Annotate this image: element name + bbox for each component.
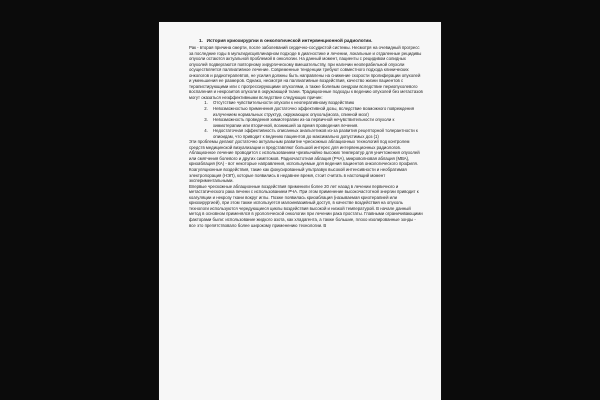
section-title: 1. История криохирургии в онкологической интервенционной радиологии. [199, 38, 373, 43]
intro-paragraph: Рак - вторая причина смерти, после заболеваний сердечно-сосудистой системы. Несмотря на очевидный прогресс за последние годы в мультидисциплинарном подходе в диагностике и лечении, локальные и отдаленные рецидивы опухоли остаются актуальной проблемой в онкологии. На данный момент, пациенты с рецидивом солидных опухолей подвергаются повторному хирургическому вмешательству, при наличии неоперабельной опухоли осуществляется паллиативное лечение. Современные тенденции требуют совместного подхода клинических онкологов и радиотерапевтов, не усилия должны быть направлены на снижение скорости пролиферации опухолей и уменьшения ее размеров. Однако, несмотря на паллиативные воздействия, качество жизни пациентов с терапистирующими или с прогрессирующими опухолями, а также болевым синдром вследствие периопухолевого воспаления и некрозитов опухоли в окружающей ткани. Традиционные подходы к ведению опухолей без метастазов могут оказаться неэффективными вследствие следующих причин: [189, 45, 423, 100]
document-page [159, 22, 441, 400]
paragraph-coagulation: Коагуляционные воздействия, такие как фокусированный ультразвук высокой интенсивности и необратимая электропорация (НЭП), которые появились в недавнее время, стоит считать в настоящий момент экспериментальными. [189, 167, 407, 184]
list-item: 2. Невозможностью применения достаточно эффективной дозы, вследствие возможного повреждения излучением нормальных структур, окружающих опухоль(мозга, спинной мозг) [209, 106, 423, 117]
list-item: 1. Отсутствие чувствительности опухоли к неоперативному воздействию [209, 100, 423, 106]
reasons-list [189, 100, 423, 139]
list-item: 3. Невозможность проведения химиотерапии из-за первичной нечувствительности опухоли к химиотерапии или вторичной, возникшей за время проведения лечения. [209, 117, 423, 128]
paragraph-history: Впервые чрескожные аблационные воздействия применили более 20 лет назад в лечении первичного и метастатического рака печени с использованием РЧА. При этом применение высокочастотной энергии приводит к коагуляции и некрозу ткани вокруг иглы. Позже появилась криоаблация (называемая криотерапией или криохирургией), при этом также используется малоинвазивный доступ, в качестве воздействия на опухоль технологи используются чередующиеся циклы воздействия высокой и низкой температурой. В начале данный метод в основном применялся в урологической онкологии при лечении рака простаты. Главными ограничивающими факторами были: использование жидкого азота, как хладагента, а также большие, плохо изолированные зонды - все это препятствовало более широкому применению технологии. В [189, 183, 423, 228]
list-item: 4. Недостаточная эффективность описанных анальгетиков из-за развития рецепторной толерантности к опиоидам, что приводит к ведению пациентов до максимально допустимых доз (1) [209, 128, 423, 139]
paragraph-ablation: Аблационное лечение проводится с использованием чрезвычайно высоких температур для уничтожения опухолей или смягчения болевого и других симптомов. Радиочастотная аблация (РЧА), микроволновая аблация (МВА), криоаблация (КА) - вот некоторые направления, используемые для ведения пациентов онкологического профиля. [189, 150, 420, 167]
paragraph-after-list: Эти проблемы делают достаточно актуальным развитие чрескожных аблационных технологий под контролем средств медицинской визуализации и представляют большой интерес для интервенционных радиологов. [189, 139, 410, 150]
